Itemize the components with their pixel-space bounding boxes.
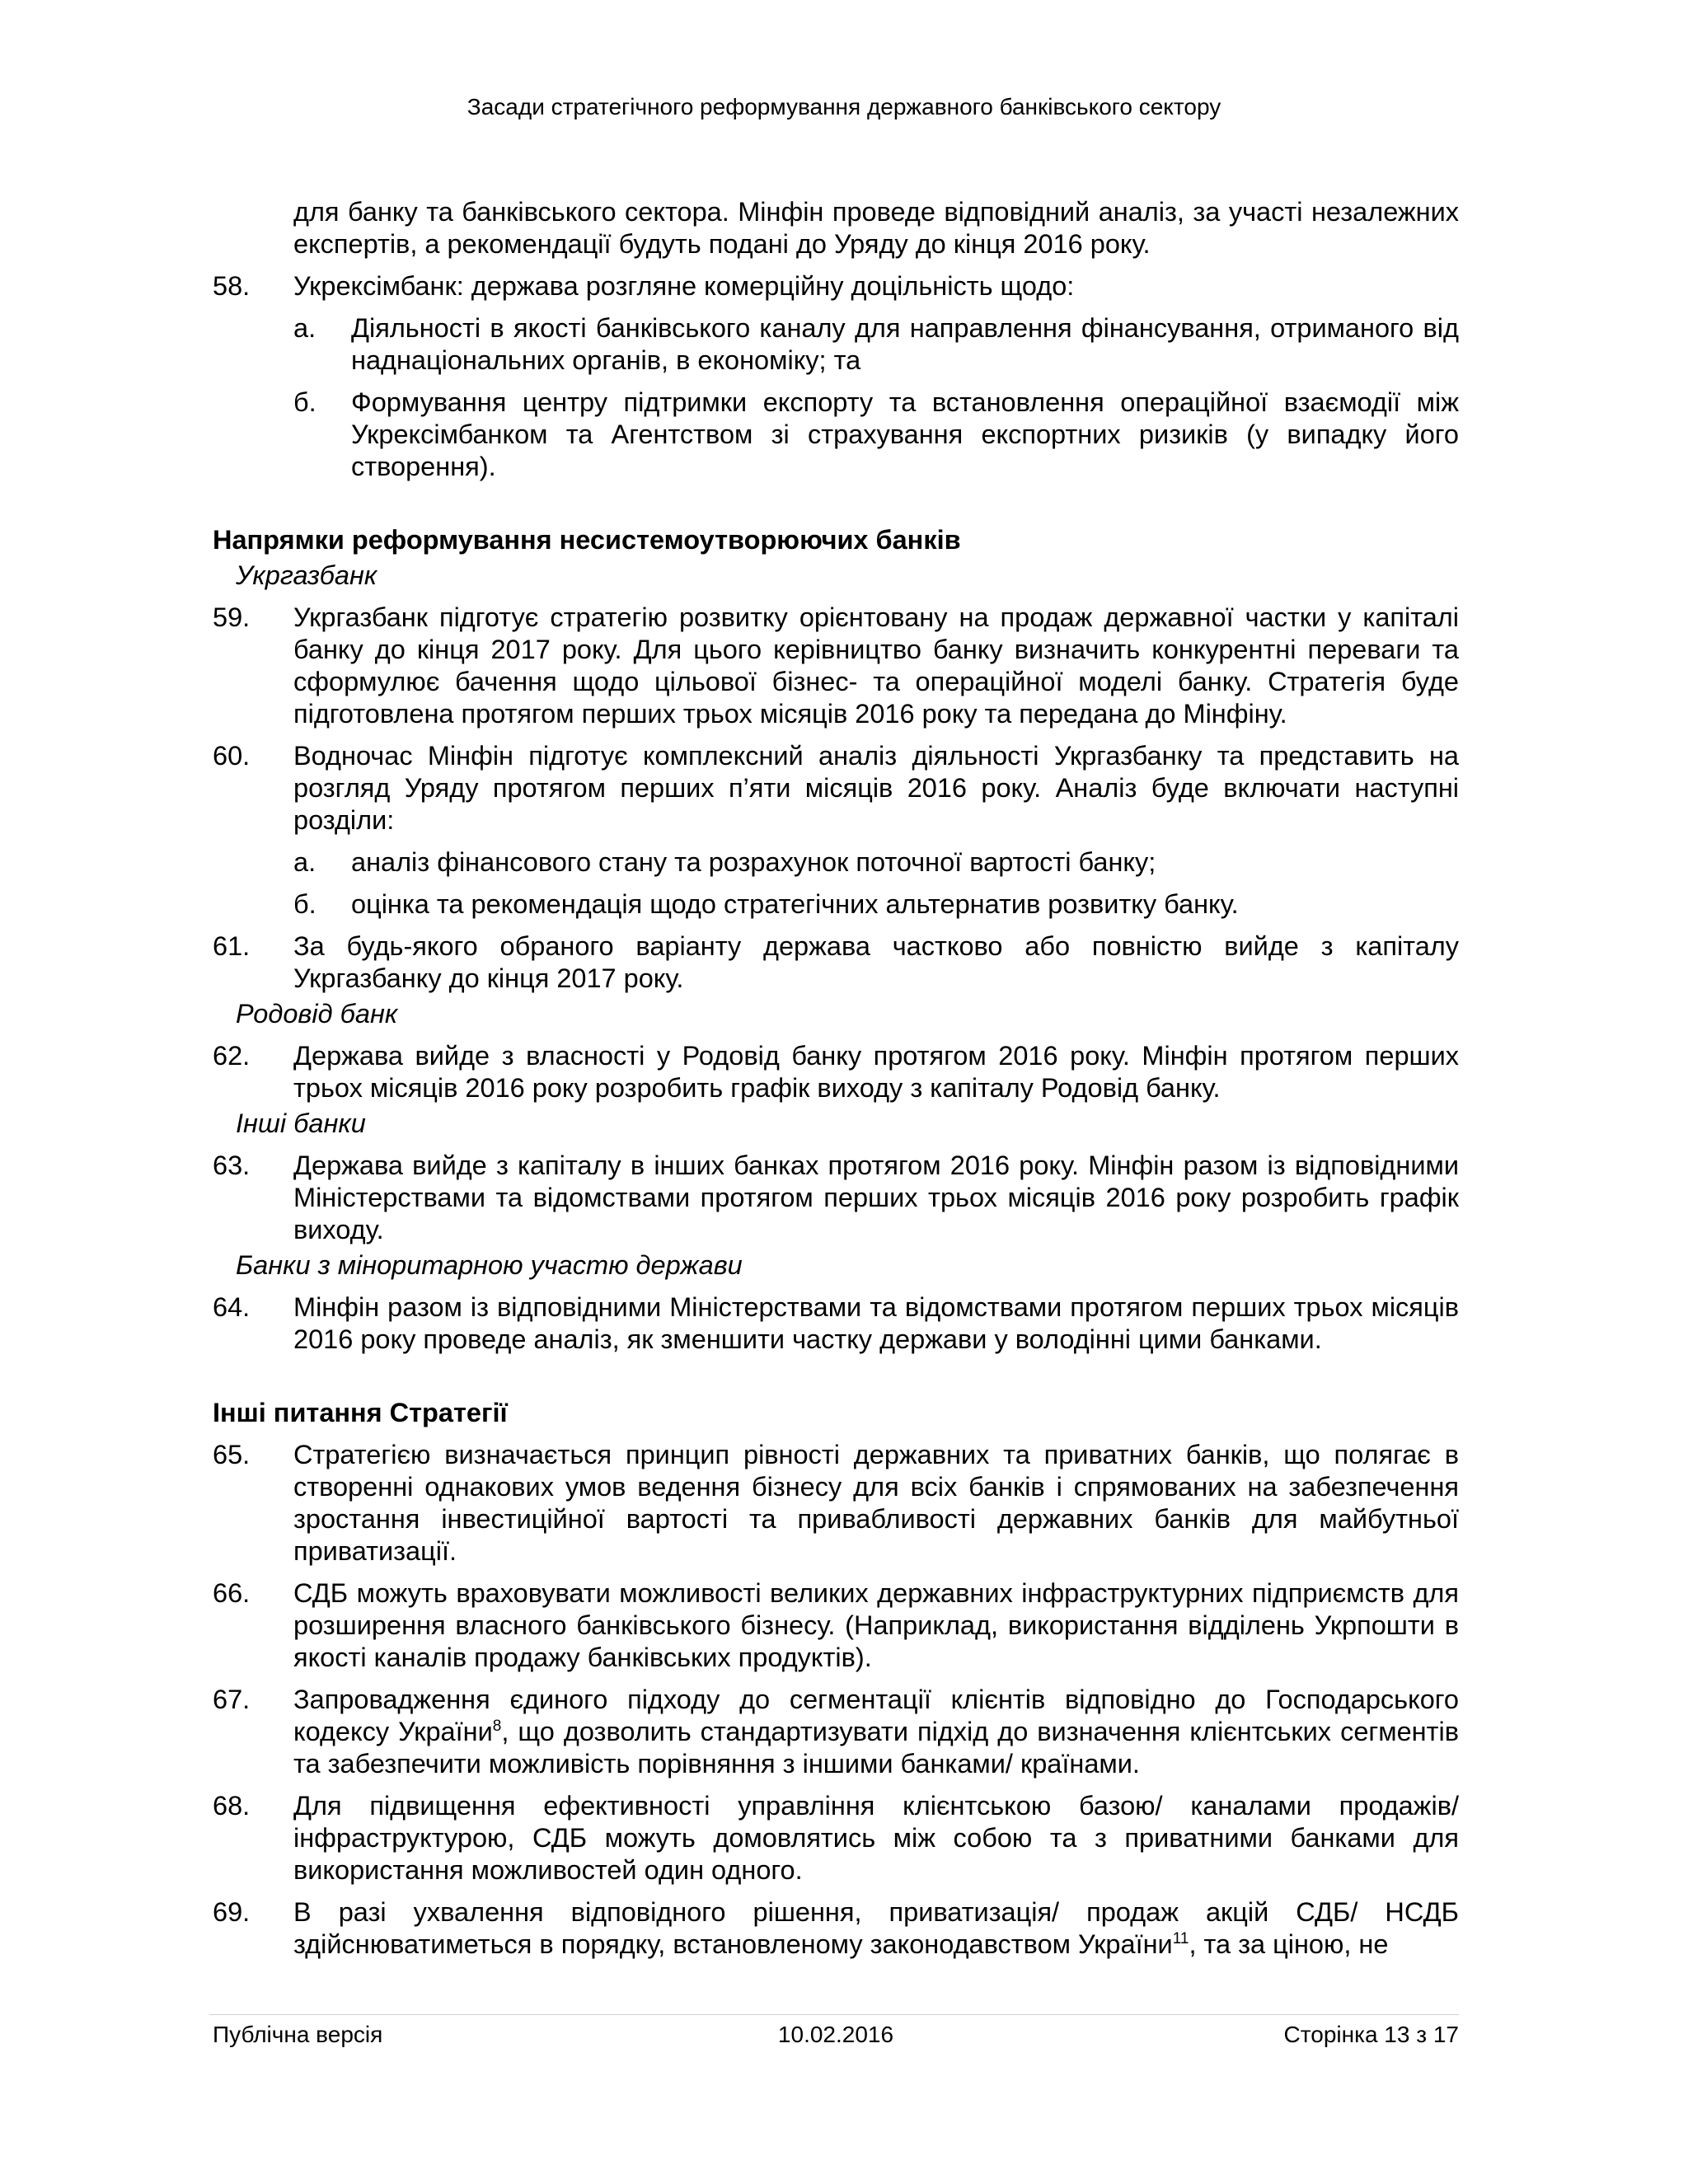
item-number: 61. (213, 931, 251, 961)
list-item (213, 930, 1459, 995)
item-number: 69. (213, 1897, 251, 1927)
sub-item-text: оцінка та рекомендація щодо стратегічних альтернатив розвитку банку. (351, 889, 1239, 919)
sub-item-label: а. (293, 847, 316, 877)
running-header: Засади стратегічного реформування державного банківського сектору (467, 94, 1221, 120)
section-heading-other: Інші питання Стратегії (213, 1398, 508, 1427)
item-text-part: Запровадження єдиного підходу до сегментації клієнтів відповідно до Господарського кодексу України (293, 1685, 1459, 1746)
item-text: СДБ можуть враховувати можливості великих державних інфраструктурних підприємств для розширення власного банківського бізнесу. (Наприклад, використання відділень Укрпошти в якості каналів продажу банківських продуктів). (293, 1578, 1459, 1672)
item-number: 64. (213, 1292, 251, 1322)
sub-item (293, 846, 1459, 879)
footer-page-number: Сторінка 13 з 17 (1283, 2022, 1459, 2047)
list-item (213, 1577, 1459, 1674)
subheading-rodovid: Родовід банк (236, 999, 398, 1029)
sub-item-text: аналіз фінансового стану та розрахунок поточної вартості банку; (351, 847, 1156, 877)
list-item (213, 270, 1459, 302)
footnote-ref[interactable]: 8 (492, 1718, 502, 1736)
item-number: 63. (213, 1151, 251, 1180)
list-item (213, 1291, 1459, 1356)
footnote-ref[interactable]: 11 (1172, 1930, 1189, 1948)
item-text-part: В разі ухвалення відповідного рішення, приватизація/ продаж акцій СДБ/ НСДБ здійснюватиметься в порядку, встановленому законодавством України (293, 1897, 1459, 1959)
item-text: Для підвищення ефективності управління клієнтською базою/ каналами продажів/ інфраструктурою, СДБ можуть домовлятись між собою та з приватними банками для використання можливостей один одного. (293, 1791, 1459, 1885)
item-text: Держава вийде з капіталу в інших банках протягом 2016 року. Мінфін разом із відповідними Міністерствами та відомствами протягом перших трьох місяців 2016 року розробить графік виходу. (293, 1151, 1459, 1244)
item-text-part: , та за ціною, не (1189, 1929, 1389, 1959)
item-text-part: , що дозволить стандартизувати підхід до визначення клієнтських сегментів та забезпечити можливість порівняння з іншими банками/ країнами. (293, 1717, 1459, 1779)
item-number: 62. (213, 1041, 251, 1071)
list-item (213, 1896, 1459, 1961)
footer-divider (209, 2014, 1459, 2015)
footer-date: 10.02.2016 (777, 2022, 894, 2047)
item-text: Укрексімбанк: держава розгляне комерційну доцільність щодо: (293, 271, 1075, 301)
item-number: 65. (213, 1440, 251, 1469)
list-item (213, 1439, 1459, 1568)
list-item (213, 1150, 1459, 1246)
item-text: Стратегією визначається принцип рівності державних та приватних банків, що полягає в створенні однакових умов ведення бізнесу для всіх банків і спрямованих на забезпечення зростання інвестиційної вартості та привабливості державних банків для майбутньої приватизації. (293, 1440, 1459, 1566)
sub-item-label: б. (293, 387, 316, 417)
subheading-ukrgasbank: Укргазбанк (236, 560, 377, 590)
sub-item (293, 387, 1459, 483)
list-item (213, 740, 1459, 837)
item-text: Водночас Мінфін підготує комплексний аналіз діяльності Укргазбанку та представить на розгляд Уряду протягом перших п’яти місяців 2016 року. Аналіз буде включати наступні розділи: (293, 741, 1459, 835)
sub-item-text: Формування центру підтримки експорту та встановлення операційної взаємодії між Укрексімбанком та Агентством зі страхування експортних ризиків (у випадку його створення). (351, 387, 1459, 481)
item-number: 59. (213, 602, 251, 632)
sub-item-text: Діяльності в якості банківського каналу для направлення фінансування, отриманого від наднаціональних органів, в економіку; та (351, 313, 1459, 375)
intro-paragraph: для банку та банківського сектора. Мінфін проведе відповідний аналіз, за участі незалежних експертів, а рекомендації будуть подані до Уряду до кінця 2016 року. (293, 197, 1459, 259)
item-number: 66. (213, 1578, 251, 1608)
item-number: 67. (213, 1685, 251, 1714)
item-text: За будь-якого обраного варіанту держава частково або повністю вийде з капіталу Укргазбанку до кінця 2017 року. (293, 931, 1459, 993)
page-body (213, 196, 1459, 1961)
footer-version: Публічна версія (213, 2022, 383, 2047)
item-number: 60. (213, 741, 251, 771)
sub-item (293, 312, 1459, 377)
subheading-minority: Банки з міноритарною участю держави (236, 1250, 743, 1280)
sub-item (293, 888, 1459, 921)
sub-item-label: б. (293, 889, 316, 919)
subheading-other-banks: Інші банки (236, 1108, 366, 1138)
section-heading-nonsystemic: Напрямки реформування несистемоутворюючих банків (213, 525, 961, 555)
item-text: Мінфін разом із відповідними Міністерствами та відомствами протягом перших трьох місяців 2016 року проведе аналіз, як зменшити частку держави у володінні цими банками. (293, 1292, 1459, 1354)
item-number: 68. (213, 1791, 251, 1821)
list-item (213, 1040, 1459, 1104)
item-text (293, 1896, 1459, 1961)
list-item (213, 1684, 1459, 1780)
list-item (213, 602, 1459, 730)
item-text: Держава вийде з власності у Родовід банку протягом 2016 року. Мінфін протягом перших трьох місяців 2016 року розробить графік виходу з капіталу Родовід банку. (293, 1041, 1459, 1103)
list-item (213, 1790, 1459, 1886)
item-number: 58. (213, 271, 251, 301)
item-text (293, 1684, 1459, 1780)
sub-item-label: а. (293, 313, 316, 343)
item-text: Укргазбанк підготує стратегію розвитку орієнтовану на продаж державної частки у капіталі банку до кінця 2017 року. Для цього керівництво банку визначить конкурентні переваги та сформулює бачення щодо цільової бізнес- та операційної моделі банку. Стратегія буде підготовлена протягом перших трьох місяців 2016 року та передана до Мінфіну. (293, 602, 1459, 729)
